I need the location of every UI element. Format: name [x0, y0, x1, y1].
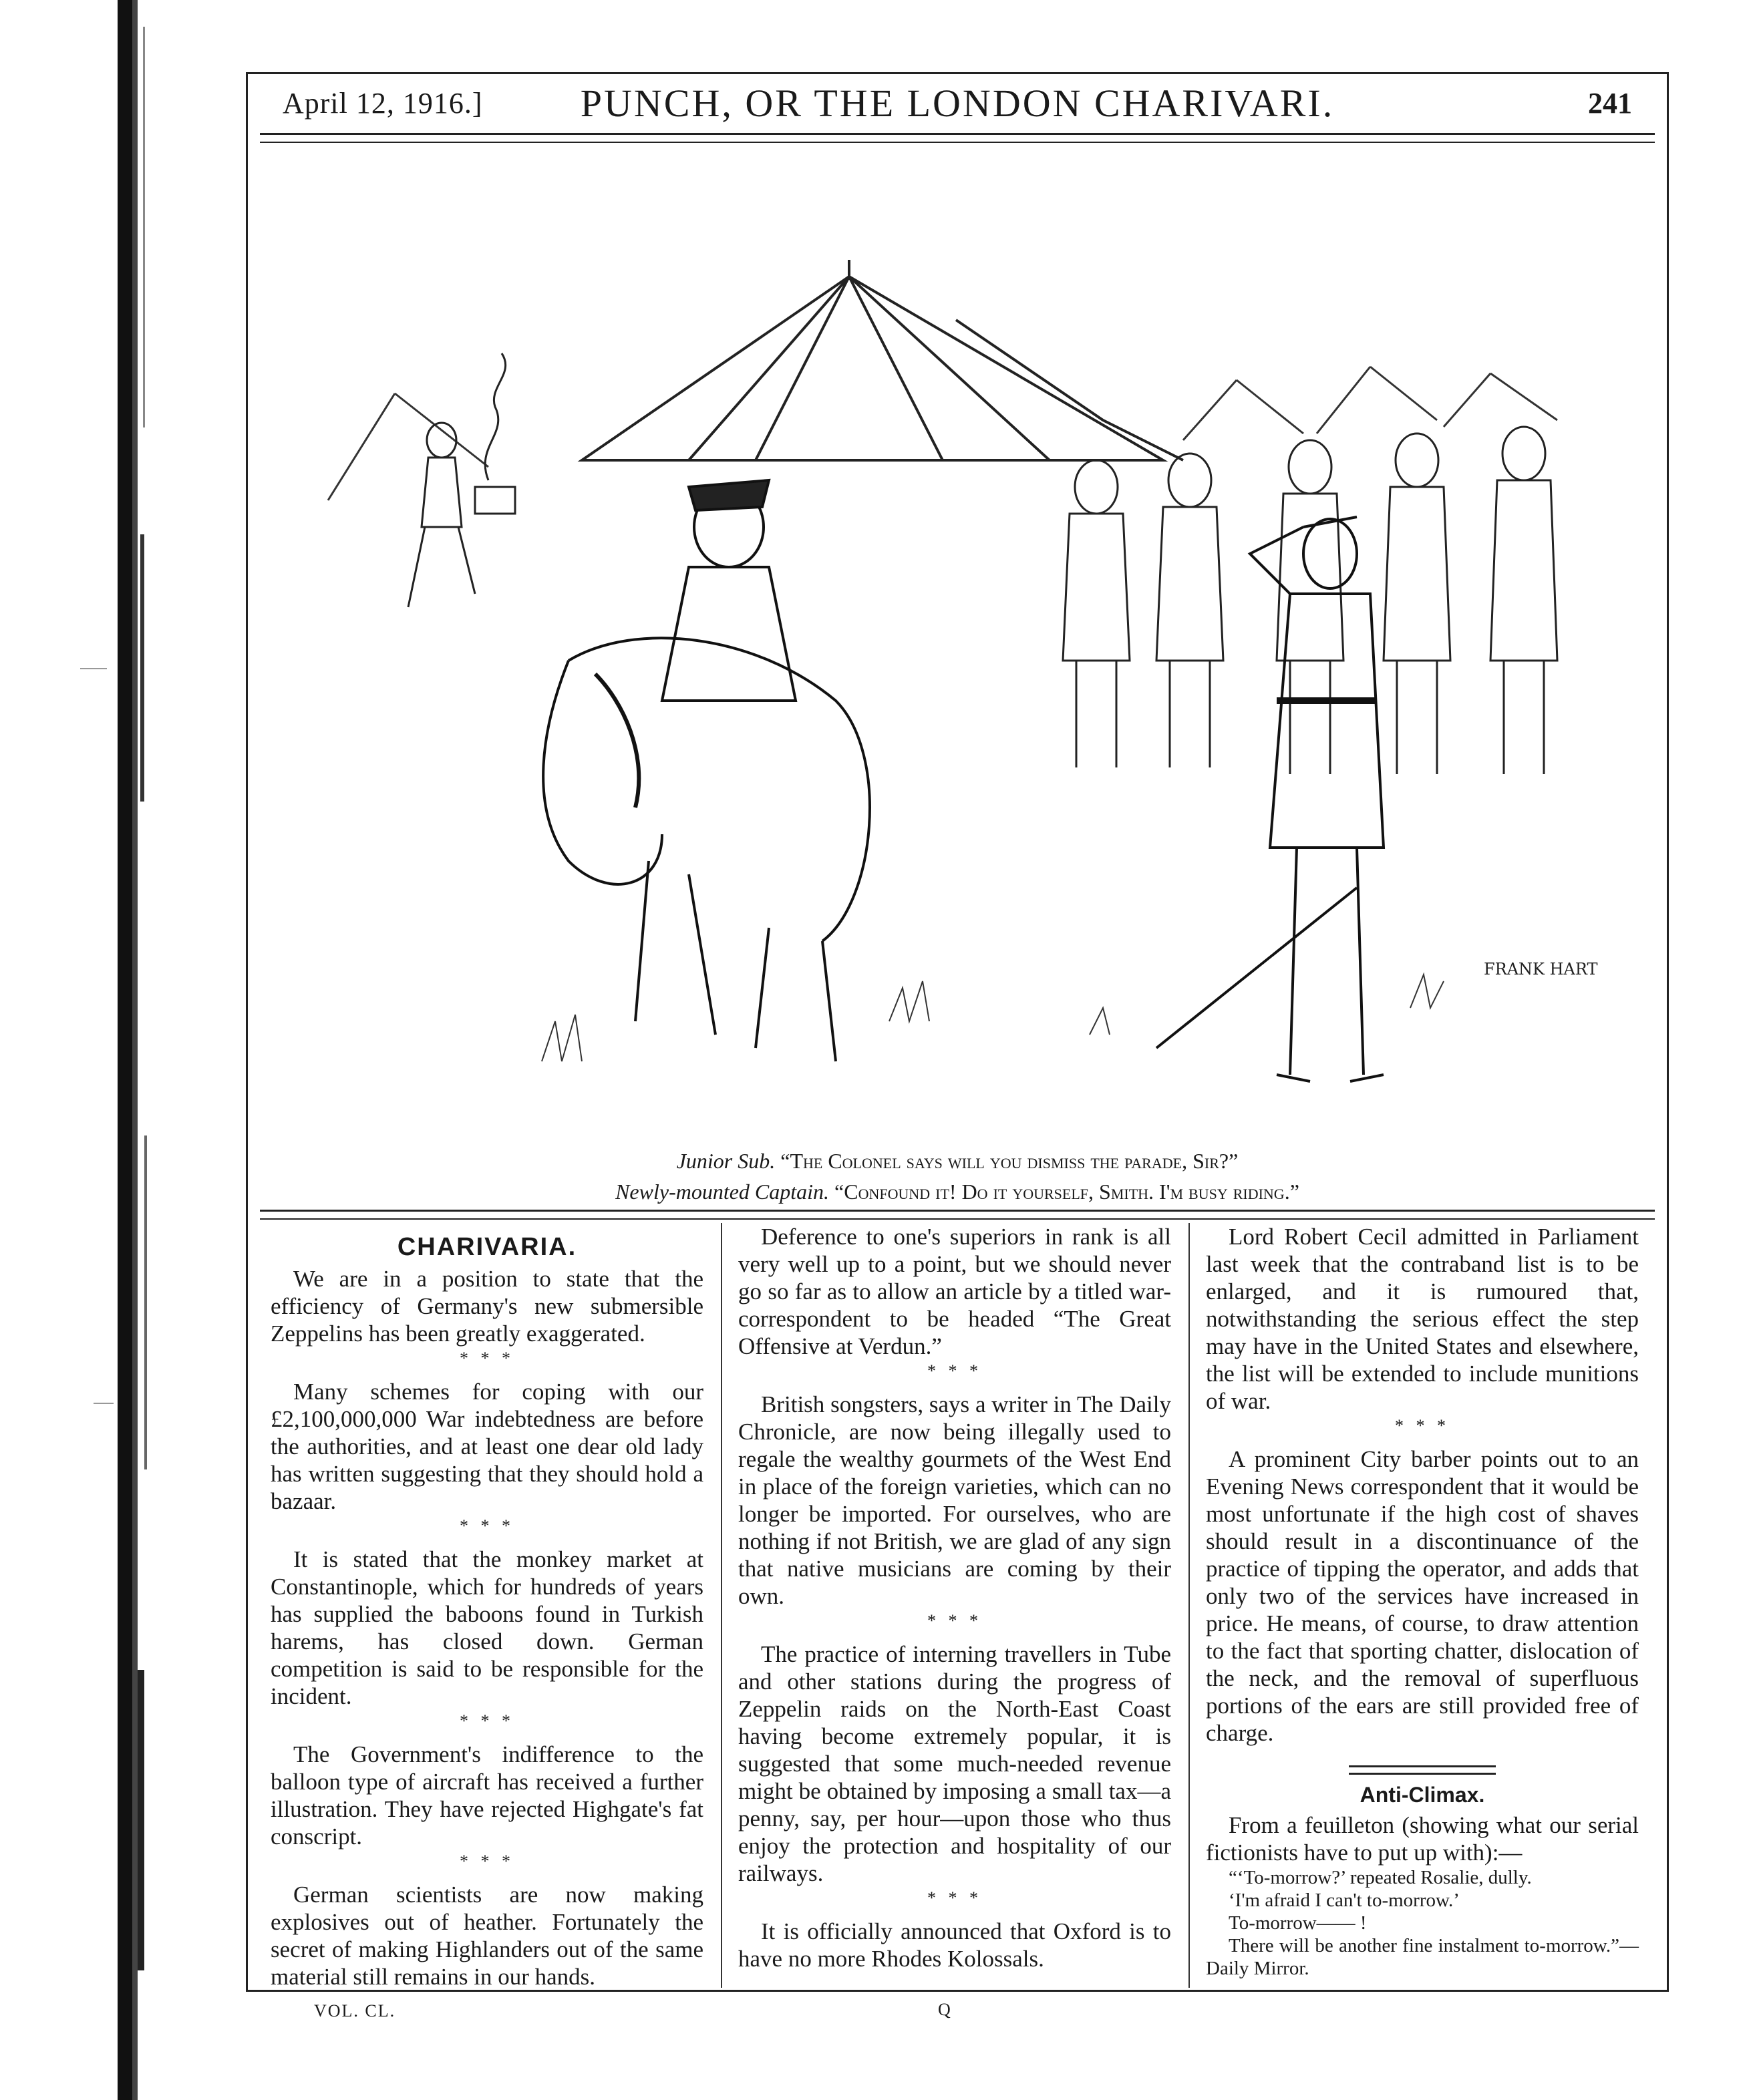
- quote-line: There will be another fine instalment to-morrow.”—Daily Mirror.: [1206, 1935, 1639, 1979]
- artist-signature: FRANK HART: [1484, 960, 1598, 979]
- column-1: [260, 1223, 714, 1988]
- masthead-title: PUNCH, OR THE LONDON CHARIVARI.: [580, 81, 1335, 125]
- asterism: * * *: [460, 1852, 514, 1871]
- caption-rule: [260, 1210, 1655, 1220]
- tents-background: [328, 367, 1557, 500]
- binding-edge-strip: [0, 0, 154, 2100]
- newspaper-page: [246, 72, 1669, 1992]
- quote-line: “‘To-morrow?’ repeated Rosalie, dully.: [1229, 1867, 1532, 1888]
- column-rule-1: [721, 1223, 722, 1988]
- paragraph-cecil: Lord Robert Cecil admitted in Parliament last week that the contraband list is to be enlarged, and it is rumoured that, notwithstanding the serious effect the step may have in the United States and elsewhere, the list will be extended to include munitions of war.: [1206, 1224, 1639, 1414]
- issue-date: April 12, 1916.]: [283, 87, 483, 120]
- asterism: * * *: [927, 1361, 982, 1381]
- cartoon-illustration: [288, 153, 1631, 1135]
- paragraph-balloon: The Government's indifference to the balloon type of aircraft has received a further illustration. They have rejected Highgate's fat conscript.: [271, 1741, 703, 1850]
- asterism: * * *: [927, 1611, 982, 1630]
- asterism: * * *: [460, 1349, 514, 1368]
- rider-and-horse: [543, 480, 870, 1061]
- paragraph-songsters: British songsters, says a writer in The Daily Chronicle, are now being illegally used to regale the wealthy gourmets of the West End in place of the foreign varieties, which can no longer be imported. For ourselves, who are nothing if not British, we are glad of any sign that native musicians are coming by their own.: [738, 1391, 1171, 1609]
- quoted-excerpt: [1206, 1866, 1639, 1980]
- column-2: [728, 1223, 1182, 1988]
- quote-line: To-morrow—— !: [1229, 1912, 1367, 1934]
- caption-line-1: “The Colonel says will you dismiss the parade, Sir?”: [780, 1149, 1239, 1173]
- caption-speaker-2: Newly-mounted Captain.: [615, 1180, 830, 1204]
- paragraph-oxford: It is officially announced that Oxford is to have no more Rhodes Kolossals.: [738, 1918, 1171, 1972]
- asterism: * * *: [460, 1711, 514, 1731]
- page-number: 241: [1588, 87, 1632, 120]
- paragraph-zeppelins: We are in a position to state that the efficiency of Germany's new submersible Zeppelins has been greatly exaggerated.: [271, 1266, 703, 1347]
- section-rule: [1349, 1765, 1496, 1775]
- column-3: [1195, 1223, 1649, 1988]
- paragraph-war-debt: Many schemes for coping with our £2,100,000,000 War indebtedness are before the authorities, and at least one dear old lady has written suggesting that they should hold a bazaar.: [271, 1379, 703, 1514]
- paragraph-interning: The practice of interning travellers in Tube and other stations during the progress of Zeppelin raids on the North-East Coast having become extremely popular, it is suggested that some much-needed revenue might be obtained by imposing a small tax—a penny, say, per hour—upon those who thus enjoy the protection and hospitality of our railways.: [738, 1641, 1171, 1886]
- paragraph-deference: Deference to one's superiors in rank is all very well up to a point, but we should never go so far as to allow an article by a titled war-correspondent to be headed “The Great Offensive at Verdun.”: [738, 1224, 1171, 1359]
- asterism: * * *: [927, 1888, 982, 1908]
- volume-label: VOL. CL.: [314, 2001, 396, 2021]
- signature-mark: Q: [938, 2000, 951, 2019]
- asterism: * * *: [1395, 1416, 1450, 1435]
- paragraph-barber: A prominent City barber points out to an Evening News correspondent that it would be most unfortunate if the high cost of shaves should result in a discontinuance of the practice of tipping the operator, and adds that only two of the services have increased in price. He means, of course, to draw attention to the fact that sporting chatter, dislocation of the neck, and the removal of superfluous portions of the ears are still provided free of charge.: [1206, 1446, 1639, 1746]
- saluting-officer: [1156, 517, 1384, 1081]
- article-columns: [260, 1223, 1656, 1988]
- header-rule: [260, 133, 1655, 143]
- background-figure-with-pot: [408, 353, 515, 607]
- paragraph-heather: German scientists are now making explosives out of heather. Fortunately the secret of making Highlanders out of the same material still remains in our hands.: [271, 1882, 703, 1990]
- tent-main: [582, 260, 1183, 460]
- anti-climax-heading: Anti-Climax.: [1360, 1783, 1485, 1807]
- charivaria-heading: CHARIVARIA.: [397, 1233, 577, 1261]
- cartoon-caption: [248, 1146, 1667, 1207]
- soldiers-in-line: [1063, 427, 1557, 774]
- caption-line-2: “Confound it! Do it yourself, Smith. I'm busy riding.”: [834, 1180, 1299, 1204]
- grass-tufts: [542, 975, 1444, 1061]
- caption-speaker-1: Junior Sub.: [676, 1149, 776, 1173]
- page-header: [248, 74, 1667, 138]
- quote-line: ‘I'm afraid I can't to-morrow.’: [1229, 1890, 1460, 1911]
- paragraph-feuilleton: From a feuilleton (showing what our serial fictionists have to put up with):—: [1206, 1812, 1639, 1866]
- column-rule-2: [1188, 1223, 1190, 1988]
- paragraph-monkey-market: It is stated that the monkey market at Constantinople, which for hundreds of years has supplied the baboons found in Turkish harems, has closed down. German competition is said to be responsible for the incident.: [271, 1546, 703, 1709]
- asterism: * * *: [460, 1516, 514, 1536]
